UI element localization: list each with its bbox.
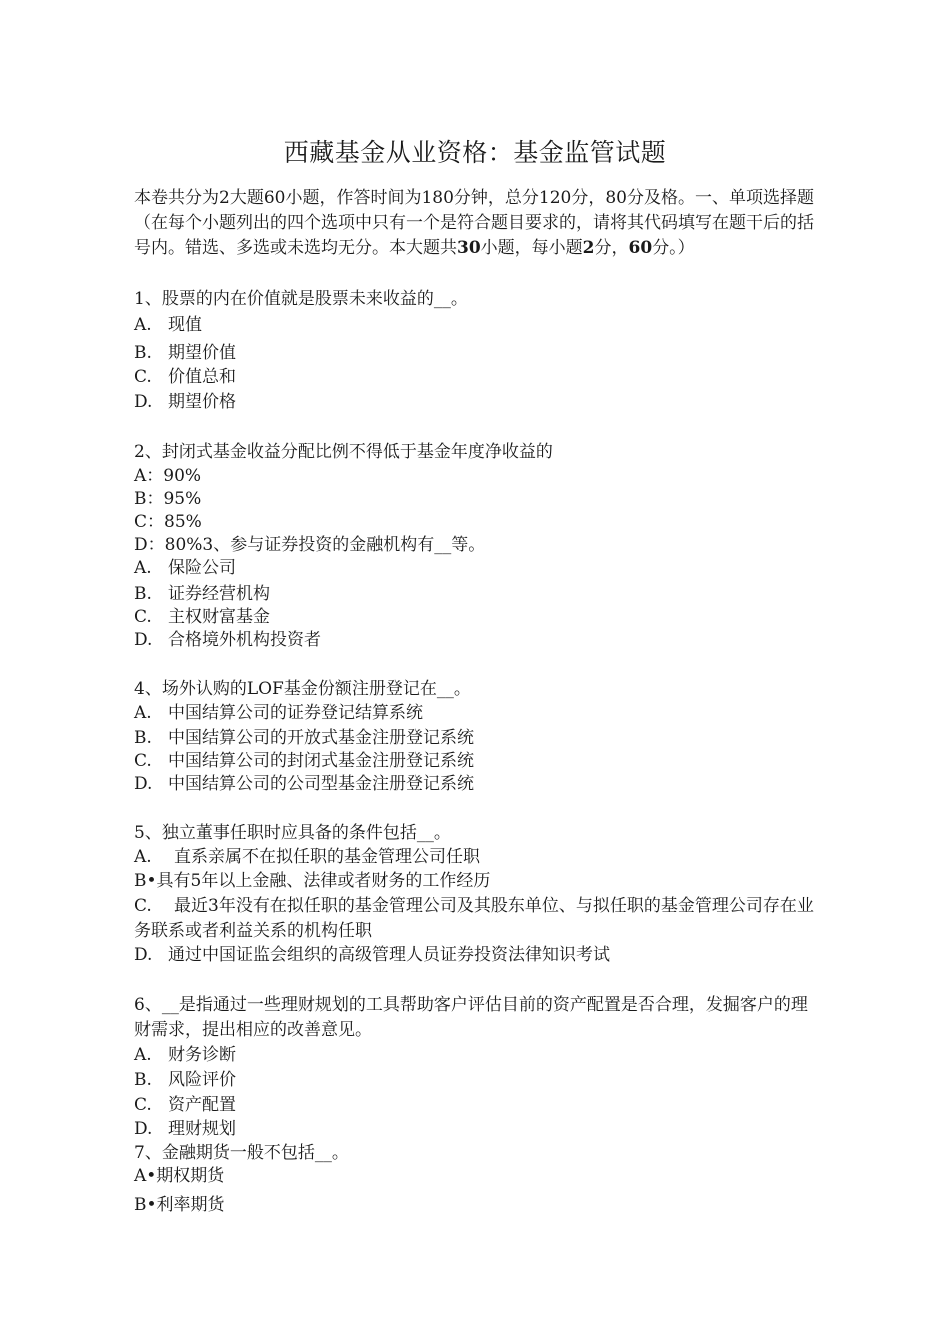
option-text: 最近3年没有在拟任职的基金管理公司及其股东单位、与拟任职的基金管理公司存在业务联系或者利益关系的机构任职 (134, 896, 814, 941)
option-text: 财务诊断 (168, 1045, 236, 1065)
option-label: D. (134, 392, 153, 412)
option-label: C. (134, 751, 152, 771)
option-text: 中国结算公司的开放式基金注册登记系统 (168, 728, 474, 748)
question-1-option-a (134, 314, 824, 336)
option-label: A. (134, 847, 152, 867)
question-1-stem: 1、股票的内在价值就是股票未来收益的__。 (134, 289, 468, 309)
option-label: B. (134, 584, 152, 604)
option-text: 理财规划 (168, 1119, 236, 1139)
option-text: 中国结算公司的公司型基金注册登记系统 (168, 774, 474, 794)
option-label: C. (134, 367, 152, 387)
question-2-option-a: A：90% (134, 466, 202, 486)
question-7-stem: 7、金融期货一般不包括__。 (134, 1143, 349, 1163)
option-label: A. (134, 703, 152, 723)
question-4-option-b (134, 727, 824, 749)
intro-text: 本卷共分为2大题60小题，作答时间为180分钟，总分120分，80分及格。一、单项选择题（在每个小题列出的四个选项中只有一个是符合题目要求的，请将其代码填写在题干后的括号内。错选、多选或未选均无分。本大题共 (134, 188, 814, 258)
option-label: D. (134, 630, 153, 650)
option-label: D. (134, 774, 153, 794)
question-3-option-b (134, 583, 824, 605)
question-5-option-a (134, 846, 824, 868)
question-1-option-b (134, 342, 824, 364)
question-6-option-d (134, 1118, 824, 1140)
option-text: 风险评价 (168, 1070, 236, 1090)
question-1-option-c (134, 366, 824, 388)
option-label: D. (134, 945, 153, 965)
question-2-option-b: B：95% (134, 489, 202, 509)
option-text: 通过中国证监会组织的高级管理人员证券投资法律知识考试 (168, 945, 610, 965)
intro-bold-count: 30 (457, 238, 481, 258)
question-7-option-a: A•期权期货 (134, 1166, 225, 1186)
question-2-option-c: C：85% (134, 512, 202, 532)
question-4-stem: 4、场外认购的LOF基金份额注册登记在__。 (134, 679, 471, 699)
option-label: C. (134, 607, 152, 627)
option-text: 现值 (168, 315, 202, 335)
question-4-option-a (134, 702, 824, 724)
question-3-option-d (134, 629, 824, 651)
intro-bold-score: 2 (582, 238, 595, 258)
question-6-stem: 6、__是指通过一些理财规划的工具帮助客户评估目前的资产配置是否合理，发掘客户的理财需求，提出相应的改善意见。 (134, 995, 808, 1040)
question-6-option-b (134, 1069, 824, 1091)
option-text: 证券经营机构 (168, 584, 270, 604)
question-7-option-b: B•利率期货 (134, 1195, 225, 1215)
document-title: 西藏基金从业资格：基金监管试题 (283, 138, 667, 167)
question-6-option-a (134, 1044, 824, 1066)
option-label: C. (134, 1095, 152, 1115)
option-label: A. (134, 1045, 152, 1065)
option-text: 中国结算公司的封闭式基金注册登记系统 (168, 751, 474, 771)
option-text: 直系亲属不在拟任职的基金管理公司任职 (174, 847, 480, 867)
question-2-stem: 2、封闭式基金收益分配比例不得低于基金年度净收益的 (134, 442, 553, 462)
option-label: B. (134, 1070, 152, 1090)
question-4-option-c (134, 750, 824, 772)
question-5-option-c (134, 894, 819, 944)
option-label: B. (134, 343, 152, 363)
intro-text-4: 分。） (652, 238, 695, 258)
question-1-option-d (134, 391, 824, 413)
option-text: 中国结算公司的证券登记结算系统 (168, 703, 423, 723)
option-label: B. (134, 728, 152, 748)
question-5-option-d (134, 944, 824, 966)
option-text: 期望价格 (168, 392, 236, 412)
question-3-option-a (134, 557, 824, 579)
option-label: A. (134, 315, 152, 335)
intro-text-3: 分， (594, 238, 629, 258)
option-text: 主权财富基金 (168, 607, 270, 627)
question-2-option-d-and-question-3-stem: D：80%3、参与证券投资的金融机构有__等。 (134, 535, 486, 555)
question-4-option-d (134, 773, 824, 795)
option-label: C. (134, 896, 152, 916)
option-text: 期望价值 (168, 343, 236, 363)
option-text: 保险公司 (168, 558, 236, 578)
option-text: 价值总和 (168, 367, 236, 387)
option-label: D. (134, 1119, 153, 1139)
question-5-option-b: B•具有5年以上金融、法律或者财务的工作经历 (134, 871, 491, 891)
question-5-stem: 5、独立董事任职时应具备的条件包括__。 (134, 823, 451, 843)
option-text: 资产配置 (168, 1095, 236, 1115)
intro-text-2: 小题，每小题 (480, 238, 583, 258)
option-label: A. (134, 558, 152, 578)
intro-bold-total: 60 (628, 238, 653, 258)
question-6-option-c (134, 1094, 824, 1116)
question-3-option-c (134, 606, 824, 628)
option-text: 合格境外机构投资者 (168, 630, 321, 650)
intro-paragraph (134, 186, 819, 261)
